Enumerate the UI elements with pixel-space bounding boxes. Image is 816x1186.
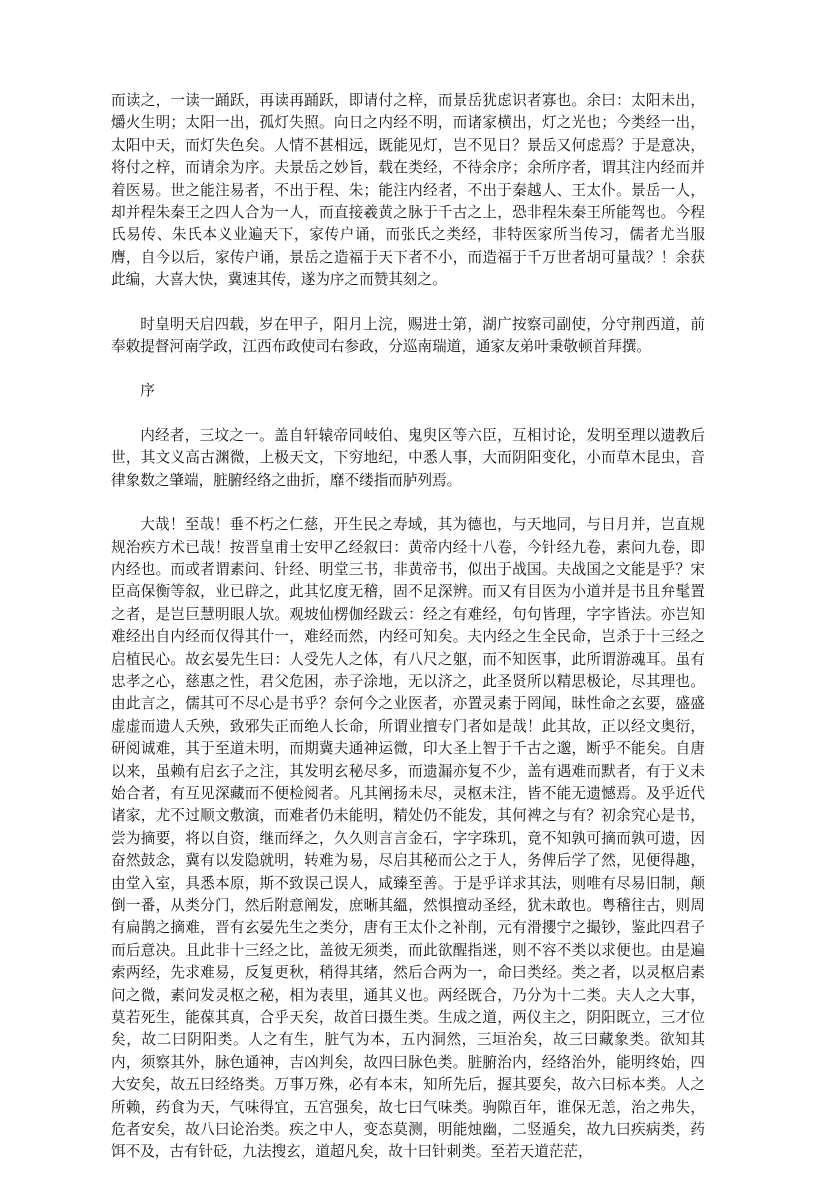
preface-paragraph-2: 大哉！至哉！垂不朽之仁慈，开生民之寿域，其为德也，与天地同，与日月并，岂直规规治疾方术已哉！按晋皇甫士安甲乙经叙曰：黄帝内经十八卷，今针经九卷，素问九卷，即内经也。而或者谓素问、针经、明堂三书，非黄帝书，似出于战国。夫战国之文能是乎？宋臣高保衡等叙，业已辟之，此其忆度无稽，固不足深辨。而又有目医为小道并是书且弁髦置之者，是岂巨慧明眼人欤。观坡仙楞伽经跋云：经之有难经，句句皆理，字字皆法。亦岂知难经出自内经而仅得其什一，难经而然，内经可知矣。夫内经之生全民命，岂杀于十三经之启植民心。故玄晏先生曰：人受先人之体，有八尺之躯，而不知医事，此所谓游魂耳。虽有忠孝之心，慈惠之性，君父危困，赤子涂地，无以济之，此圣贤所以精思极论，尽其理也。由此言之，儒其可不尽心是书乎？奈何今之业医者，亦置灵素于罔闻，昧性命之玄要，盛盛虚虚而遗人夭殃，致邪失正而绝人长命，所谓业擅专门者如是哉！此其故，正以经文奥衍，研阅诚难，其于至道未明，而期冀夫通神运微，印大圣上智于千古之邈，断乎不能矣。自唐以来，虽赖有启玄子之注，其发明玄秘尽多，而遗漏亦复不少，盖有遇难而默者，有于义未始合者，有互见深藏而不便检阅者。凡其阐扬未尽，灵枢未注，皆不能无遗憾焉。及乎近代诸家，尤不过顺文敷演，而难者仍未能明，精处仍不能发，其何裨之与有？初余究心是书，尝为摘要，将以自资，继而绎之，久久则言言金石，字字珠玑，竟不知孰可摘而孰可遗，因奋然鼓念，冀有以发隐就明，转难为易，尽启其秘而公之于人，务俾后学了然，见便得趣，由堂入室，具悉本原，斯不致误己误人，咸臻至善。于是乎详求其法，则唯有尽易旧制，颠倒一番，从类分门，然后附意阐发，庶晰其縕，然惧擅动圣经，犹未敢也。粤稽往古，则周有扁鹊之摘难，晋有玄晏先生之类分，唐有王太仆之补削，元有滑攖宁之撮钞，鉴此四君子而后意决。且此非十三经之比，盖彼无须类，而此欲醒指迷，则不容不类以求便也。由是遍索两经，先求难易，反复更秋，稍得其绪，然后合两为一，命曰类经。类之者，以灵枢启素问之微，素问发灵枢之秘，相为表里，通其义也。两经既合，乃分为十二类。夫人之大事，莫若死生，能葆其真，合乎天矣，故首曰摄生类。生成之道，两仪主之，阴阳既立，三才位矣，故二曰阴阳类。人之有生，脏气为本，五内洞然，三垣治矣，故三曰藏象类。欲知其内，须察其外，脉色通神，吉凶判矣，故四曰脉色类。脏腑治内，经络治外，能明终始，四大安矣，故五曰经络类。万事万殊，必有本末，知所先后，握其要矣，故六曰标本类。人之所赖，药食为天，气味得宜，五宫强矣，故七曰气味类。驹隙百年，谁保无恙，治之弗失，危者安矣，故八曰论治类。疾之中人，变态莫测，明能烛幽，二竖遁矣，故九曰疾病类，药饵不及，古有针砭，九法搜玄，道超凡矣，故十曰针刺类。至若天道茫茫， — [111, 516, 705, 1161]
signature-paragraph: 时皇明天启四载，岁在甲子，阳月上浣，赐进士第，湖广按察司副使，分守荆西道，前奉敕提督河南学政，江西布政使司右参政，分巡南瑞道，通家友弟叶秉敬顿首拜撰。 — [111, 315, 705, 356]
body-paragraph-1: 而读之，一读一踊跃，再读再踊跃，即请付之梓，而景岳犹虑识者寡也。余曰：太阳未出，爝火生明；太阳一出，孤灯失照。向日之内经不明，而诸家横出，灯之光也；今类经一出，太阳中天，而灯失色矣。人情不甚相远，既能见灯，岂不见日？景岳又何虑焉？于是意决，将付之梓，而请余为序。夫景岳之妙旨，载在类经，不待余序；余所序者，谓其注内经而并着医易。世之能注易者，不出于程、朱；能注内经者，不出于秦越人、王太仆。景岳一人，却并程朱秦王之四人合为一人，而直接羲黄之脉于千古之上，恐非程朱秦王所能驾也。今程氏易传、朱氏本义业遍天下，家传户诵，而张氏之类经，非特医家所当传习，儒者尤当服膺，自今以后，家传户诵，景岳之造福于天下者不小，而造福于千万世者胡可量哉？！余获此编，大喜大快，冀速其传，遂为序之而赞其刻之。 — [111, 92, 705, 289]
preface-paragraph-1: 内经者，三坟之一。盖自轩辕帝同岐伯、鬼臾区等六臣，互相讨论，发明至理以遗教后世，其文义高古渊微，上极天文，下穷地纪，中悉人事，大而阴阳变化，小而草木昆虫，音律象数之肇端，脏腑经络之曲折，靡不缕指而胪列焉。 — [111, 426, 705, 489]
section-heading: 序 — [140, 382, 155, 400]
document-page — [111, 90, 705, 1186]
